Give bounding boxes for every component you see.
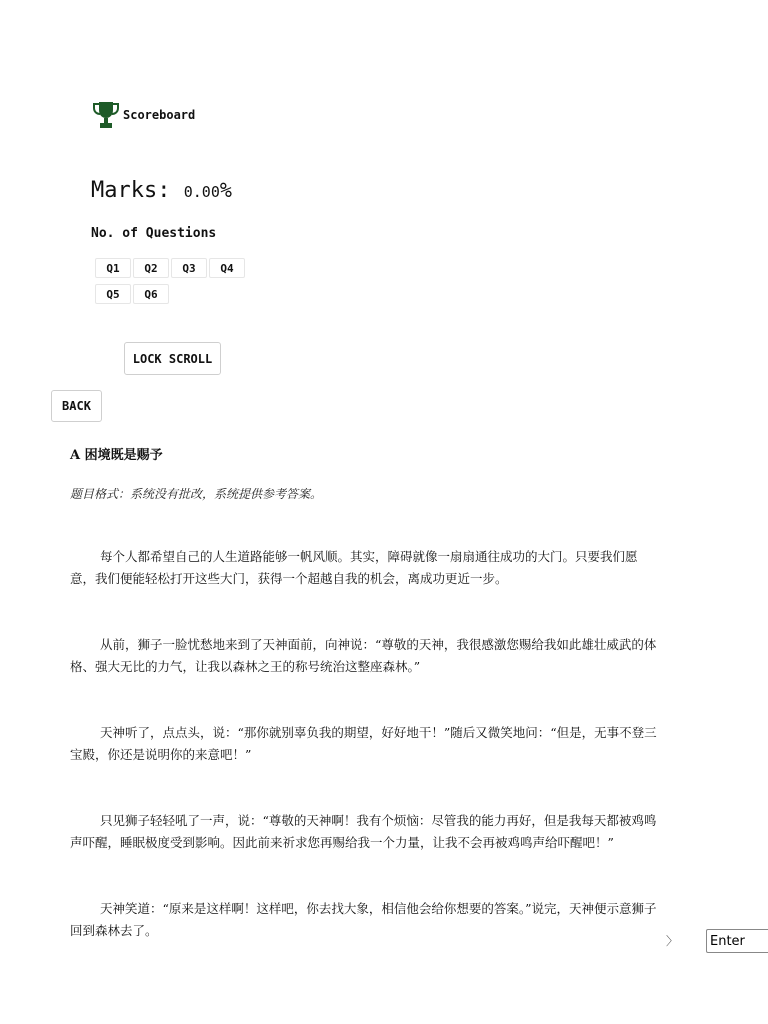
question-button-q6[interactable]: Q6 xyxy=(133,284,169,304)
trophy-icon xyxy=(93,100,119,130)
marks-label: Marks: xyxy=(91,178,171,203)
chevron-right-icon[interactable]: 〉 xyxy=(666,934,679,948)
problem-content xyxy=(70,444,660,986)
story-paragraph: 每个人都希望自己的人生道路能够一帆风顺。其实，障碍就像一扇扇通往成功的大门。只要我们愿意，我们便能轻松打开这些大门，获得一个超越自我的机会，离成功更近一步。 xyxy=(70,549,638,586)
marks-value: 0.00 xyxy=(183,183,220,201)
marks-unit: % xyxy=(219,178,232,202)
questions-label: No. of Questions xyxy=(91,226,217,241)
story-paragraph: 从前，狮子一脸忧愁地来到了天神面前，向神说：“尊敬的天神，我很感激您赐给我如此雄壮威武的体格、强大无比的力气，让我以森林之王的称号统治这整座森林。” xyxy=(70,637,657,674)
story-paragraph: 只见狮子轻轻吼了一声，说：“尊敬的天神啊！我有个烦恼：尽管我的能力再好，但是我每天都被鸡鸣声吓醒，睡眠极度受到影响。因此前来祈求您再赐给我一个力量，让我不会再被鸡鸣声给吓醒吧！” xyxy=(70,813,657,850)
scoreboard-label: Scoreboard xyxy=(123,108,196,122)
problem-title: A 困境既是赐予 xyxy=(70,448,163,463)
problem-format: 题目格式：系统没有批改，系统提供参考答案。 xyxy=(70,487,323,501)
back-button[interactable]: BACK xyxy=(51,390,102,422)
story-paragraph: 天神笑道：“原来是这样啊！这样吧，你去找大象，相信他会给你想要的答案。”说完，天神便示意狮子回到森林去了。 xyxy=(70,901,657,938)
question-button-q5[interactable]: Q5 xyxy=(95,284,131,304)
question-grid xyxy=(95,258,255,304)
scoreboard-link[interactable] xyxy=(93,100,195,130)
marks-display xyxy=(91,178,232,203)
story-paragraph: 天神听了，点点头，说：“那你就别辜负我的期望，好好地干！”随后又微笑地问：“但是，无事不登三宝殿，你还是说明你的来意吧！” xyxy=(70,725,657,762)
lock-scroll-button[interactable]: LOCK SCROLL xyxy=(124,342,221,375)
question-button-q4[interactable]: Q4 xyxy=(209,258,245,278)
question-button-q2[interactable]: Q2 xyxy=(133,258,169,278)
question-button-q3[interactable]: Q3 xyxy=(171,258,207,278)
question-button-q1[interactable]: Q1 xyxy=(95,258,131,278)
enter-input[interactable] xyxy=(706,929,768,953)
